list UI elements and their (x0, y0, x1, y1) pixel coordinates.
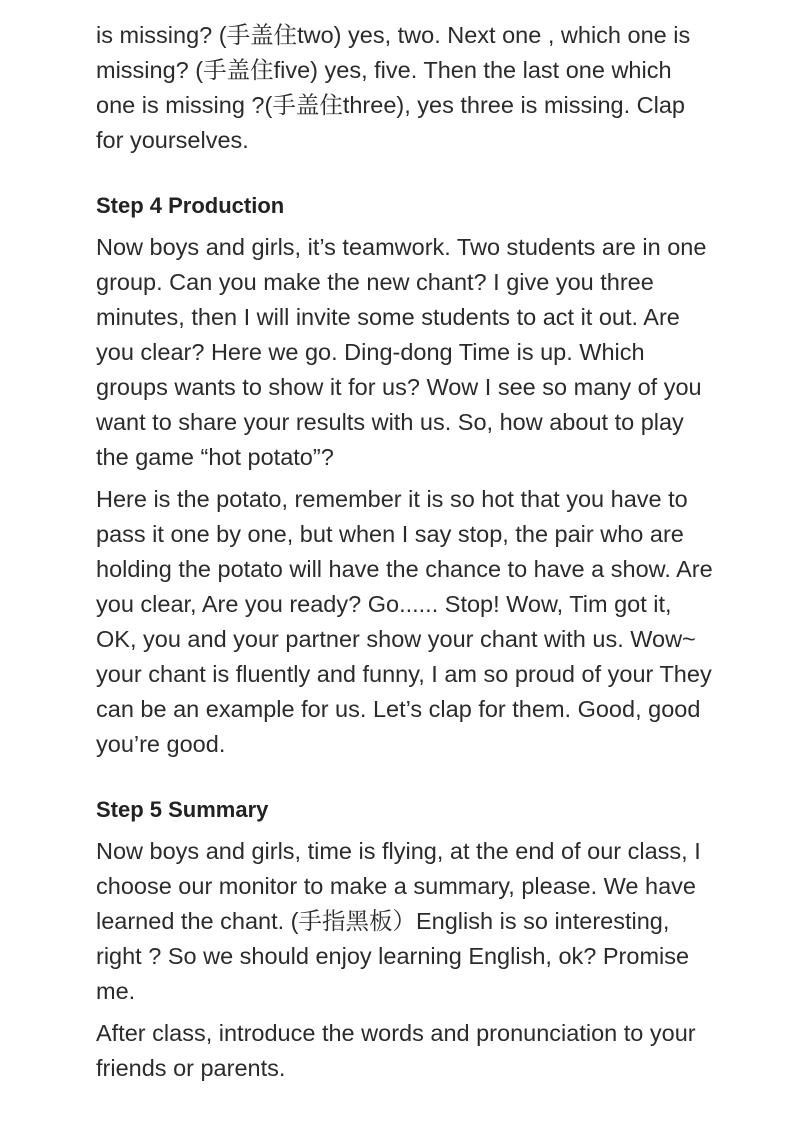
step5-heading: Step 5 Summary (96, 797, 269, 822)
step4-heading: Step 4 Production (96, 193, 285, 218)
step5-paragraph-1: Now boys and girls, time is flying, at the end of our class, I choose our monitor to make a summary, please. We have learned the chant. (手指黑板）English is so interesting, right ? So we should enjoy learning English, ok? Promise me. (96, 838, 701, 1004)
document-page (96, 18, 716, 1086)
intro-paragraph: is missing? (手盖住two) yes, two. Next one , which one is missing? (手盖住five) yes, five. Then the last one which one is missing ?(手盖住three), yes three is missing. Clap for yourselves. (96, 22, 691, 153)
step5-paragraph-2: After class, introduce the words and pronunciation to your friends or parents. (96, 1020, 696, 1081)
step4-paragraph-2: Here is the potato, remember it is so hot that you have to pass it one by one, but when I say stop, the pair who are holding the potato will have the chance to have a show. Are you clear, Are you ready? Go...... Stop! Wow, Tim got it, OK, you and your partner show your chant with us. Wow~ your chant is fluently and funny, I am so proud of your They can be an example for us. Let’s clap for them. Good, good you’re good. (96, 486, 713, 757)
step4-paragraph-1: Now boys and girls, it’s teamwork. Two students are in one group. Can you make the new chant? I give you three minutes, then I will invite some students to act it out. Are you clear? Here we go. Ding-dong Time is up. Which groups wants to show it for us? Wow I see so many of you want to share your results with us. So, how about to play the game “hot potato”? (96, 234, 707, 470)
